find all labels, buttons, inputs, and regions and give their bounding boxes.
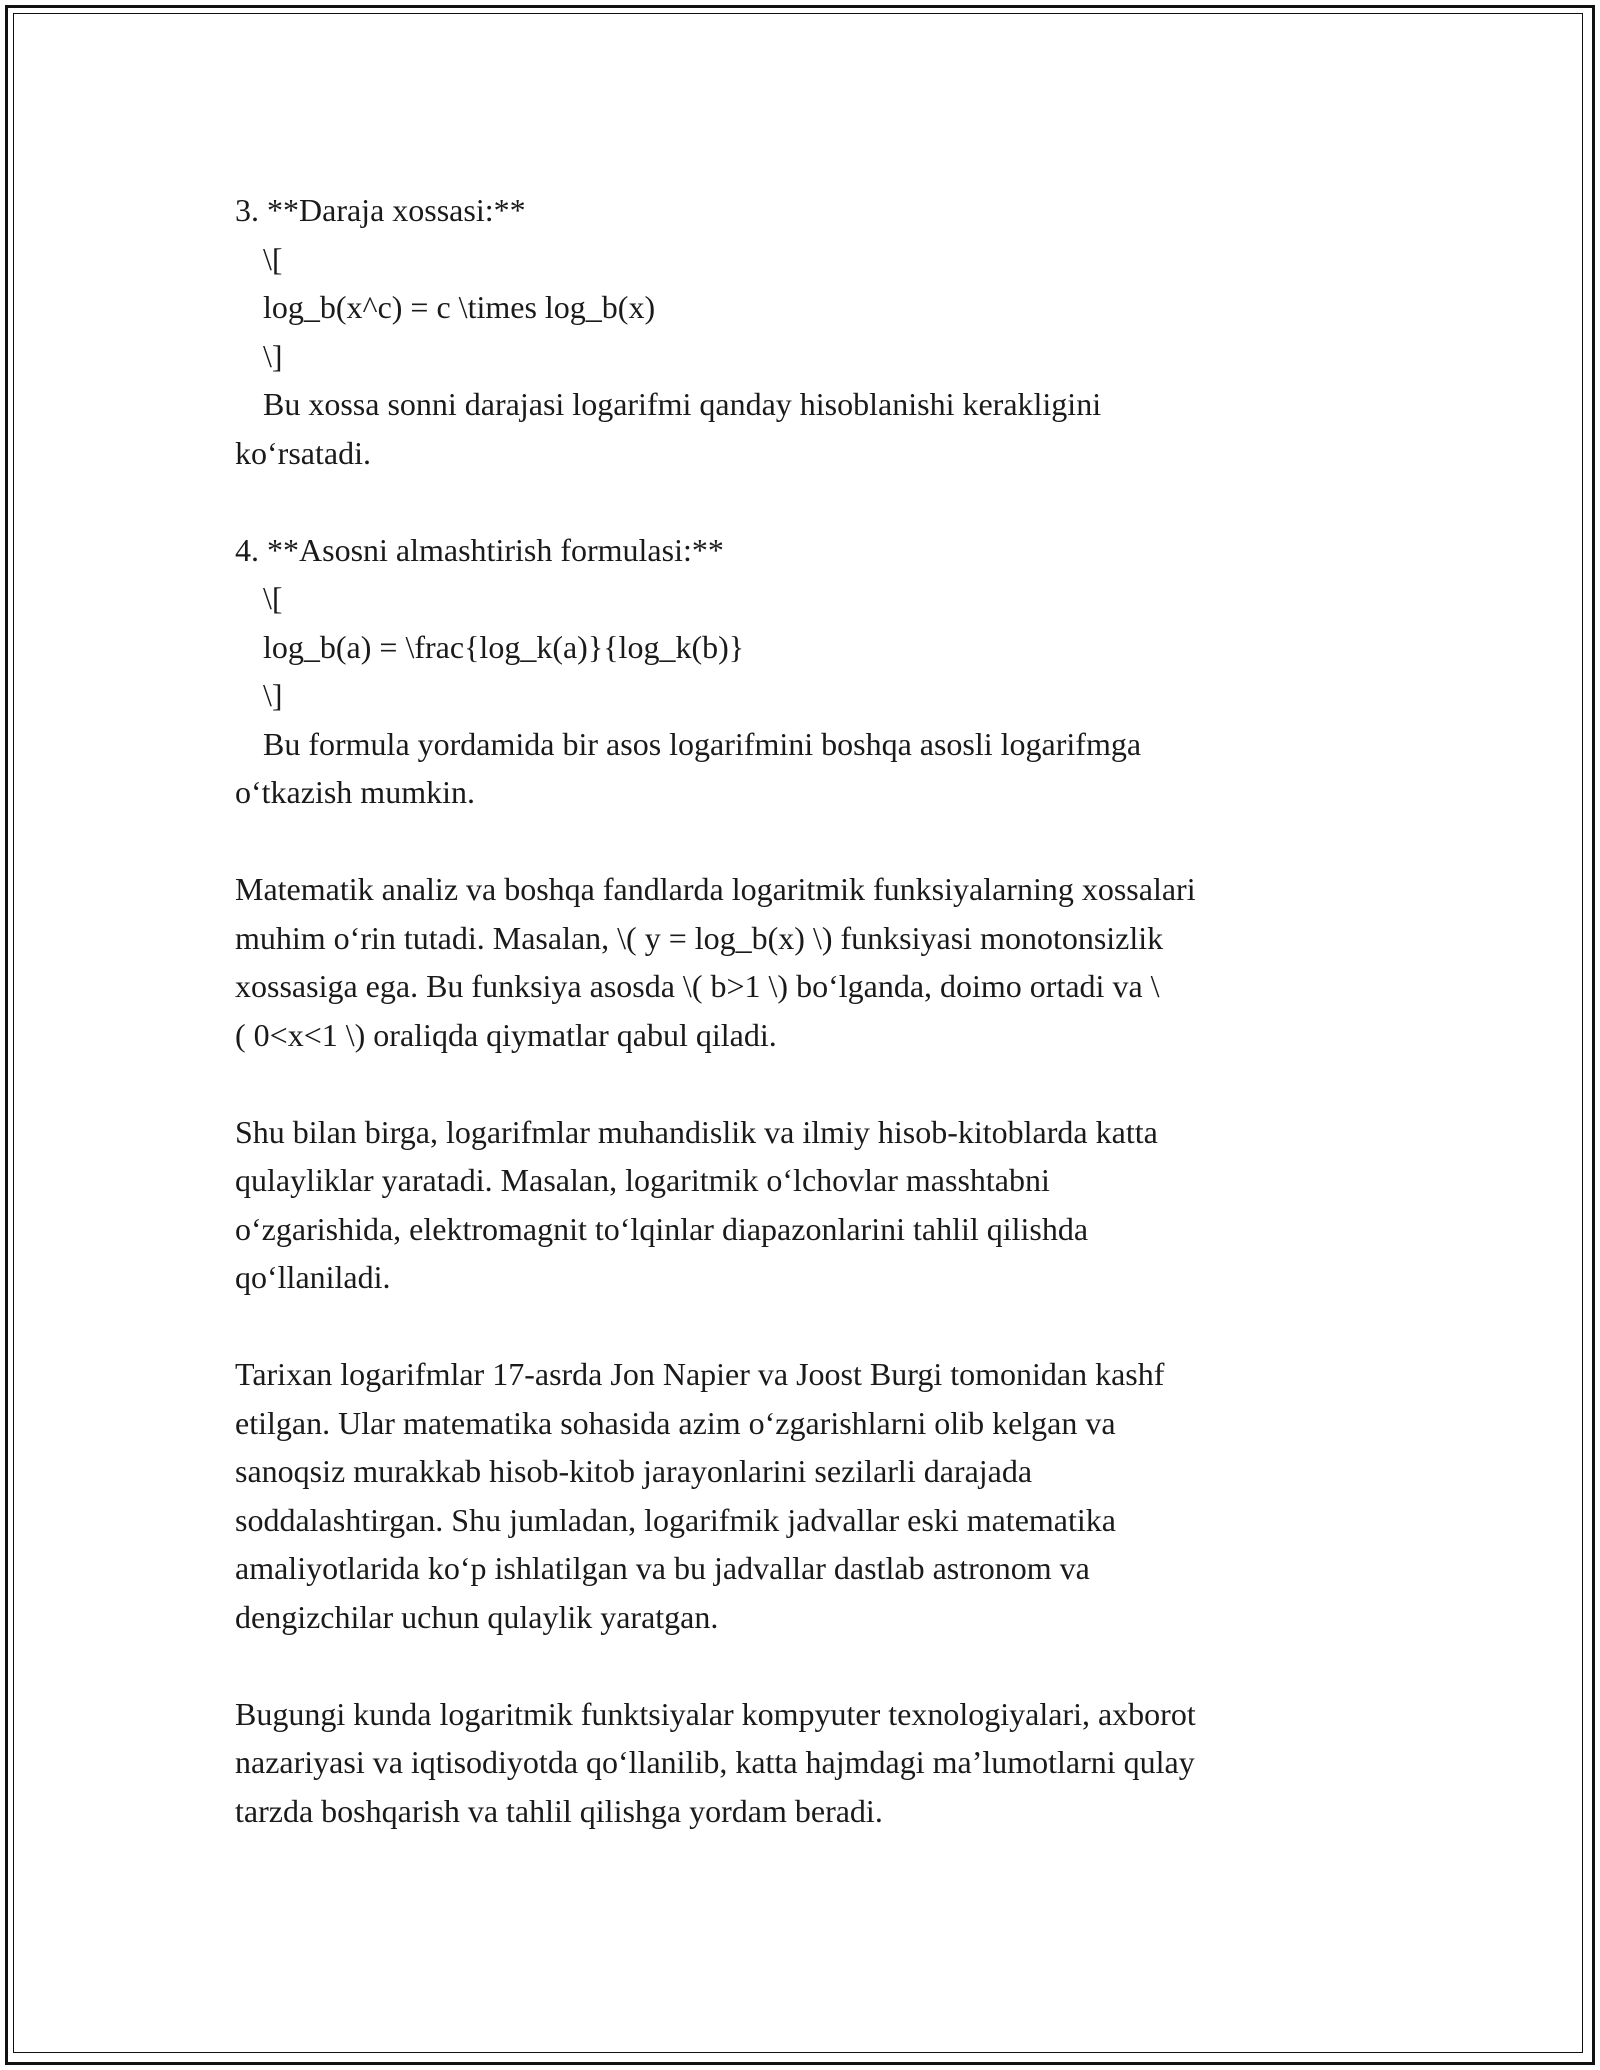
formula: log_b(x^c) = c \times log_b(x): [263, 289, 656, 325]
block-text-line: Bu formula yordamida bir asos logarifmini boshqa asosli logarifmga: [263, 725, 1142, 762]
paragraph-modern: [235, 1690, 1395, 1836]
paragraph-line: muhim o‘rin tutadi. Masalan, \( y = log_b(x) \) funksiyasi monotonsizlik: [235, 919, 1164, 956]
formula-close: \]: [263, 677, 283, 713]
block-heading: 3. **Daraja xossasi:**: [235, 192, 526, 228]
paragraph-gap: [235, 1302, 1395, 1351]
paragraph-line: o‘zgarishida, elektromagnit to‘lqinlar diapazonlarini tahlil qilishda: [235, 1210, 1089, 1247]
document-body: [235, 186, 1395, 1835]
paragraph-line: Bugungi kunda logaritmik funktsiyalar kompyuter texnologiyalari, axborot: [235, 1695, 1196, 1732]
paragraph-line: Tarixan logarifmlar 17-asrda Jon Napier va Joost Burgi tomonidan kashf: [235, 1356, 1165, 1392]
formula-open: \[: [263, 580, 283, 616]
paragraph-analysis: [235, 865, 1395, 1059]
paragraph-line: etilgan. Ular matematika sohasida azim o‘zgarishlarni olib kelgan va: [235, 1404, 1116, 1441]
paragraph-line: Matematik analiz va boshqa fandlarda logaritmik funksiyalarning xossalari: [235, 871, 1196, 907]
paragraph-line: amaliyotlarida ko‘p ishlatilgan va bu jadvallar dastlab astronom va: [235, 1550, 1090, 1586]
paragraph-line: xossasiga ega. Bu funksiya asosda \( b>1 \) bo‘lganda, doimo ortadi va \: [235, 968, 1160, 1004]
paragraph-line: nazariyasi va iqtisodiyotda qo‘llanilib, katta hajmdagi ma’lumotlarni qulay: [235, 1744, 1195, 1780]
property-block-power: [235, 186, 1395, 477]
block-text-line: o‘tkazish mumkin.: [235, 774, 475, 810]
block-text-line: ko‘rsatadi.: [235, 434, 371, 471]
paragraph-engineering: [235, 1108, 1395, 1302]
paragraph-line: soddalashtirgan. Shu jumladan, logarifmik jadvallar eski matematika: [235, 1501, 1116, 1538]
paragraph-history: [235, 1350, 1395, 1641]
paragraph-line: dengizchilar uchun qulaylik yaratgan.: [235, 1598, 719, 1635]
formula-close: \]: [263, 337, 283, 374]
paragraph-gap: [235, 817, 1395, 866]
block-heading: 4. **Asosni almashtirish formulasi:**: [235, 531, 724, 568]
paragraph-line: Shu bilan birga, logarifmlar muhandislik va ilmiy hisob-kitoblarda katta: [235, 1113, 1158, 1150]
paragraph-line: sanoqsiz murakkab hisob-kitob jarayonlarini sezilarli darajada: [235, 1453, 1033, 1489]
block-text-line: Bu xossa sonni darajasi logarifmi qanday hisoblanishi kerakligini: [263, 386, 1102, 422]
property-block-change-of-base: [235, 526, 1395, 817]
formula-open: \[: [263, 240, 283, 277]
paragraph-line: qulayliklar yaratadi. Masalan, logaritmik o‘lchovlar masshtabni: [235, 1162, 1050, 1198]
paragraph-line: qo‘llaniladi.: [235, 1259, 391, 1295]
paragraph-gap: [235, 1641, 1395, 1690]
paragraph-gap: [235, 1059, 1395, 1108]
paragraph-gap: [235, 477, 1395, 526]
paragraph-line: tarzda boshqarish va tahlil qilishga yordam beradi.: [235, 1792, 883, 1829]
formula: log_b(a) = \frac{log_k(a)}{log_k(b)}: [263, 628, 745, 665]
paragraph-line: ( 0<x<1 \) oraliqda qiymatlar qabul qiladi.: [235, 1016, 777, 1053]
